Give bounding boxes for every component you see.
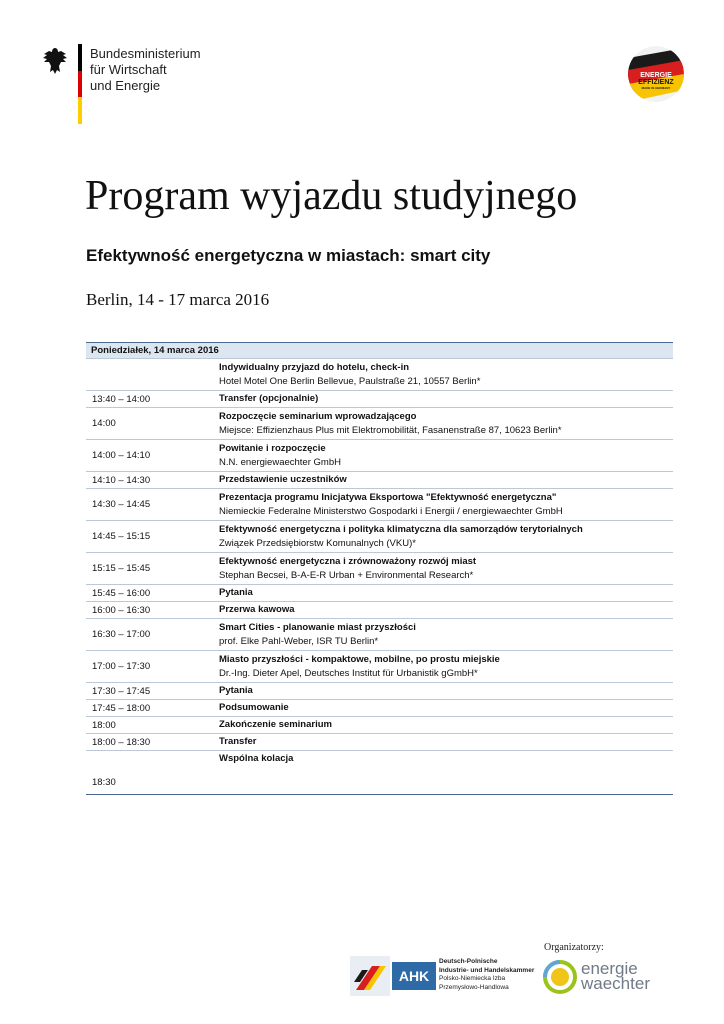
table-row: [86, 651, 673, 683]
day-header: Poniedziałek, 14 marca 2016: [86, 343, 673, 359]
row-subtitle: Hotel Motel One Berlin Bellevue, Paulstraße 21, 10557 Berlin*: [219, 375, 481, 387]
row-title: Zakończenie seminarium: [219, 719, 332, 730]
row-time: 14:45 – 15:15: [86, 521, 205, 553]
row-description: [205, 585, 673, 602]
row-description: [205, 717, 673, 734]
ahk-mark: AHK: [392, 962, 436, 990]
program-table: [86, 342, 673, 795]
page-title: Program wyjazdu studyjnego: [85, 173, 578, 219]
row-time: 14:10 – 14:30: [86, 472, 205, 489]
row-description: [205, 472, 673, 489]
table-row: [86, 553, 673, 585]
row-title: Pytania: [219, 685, 253, 696]
row-time: 17:45 – 18:00: [86, 700, 205, 717]
row-time: 17:00 – 17:30: [86, 651, 205, 683]
table-row: [86, 734, 673, 751]
row-description: [205, 553, 673, 585]
poland-germany-flag-icon: [350, 956, 390, 996]
table-row: [86, 359, 673, 391]
table-row: [86, 717, 673, 734]
table-row: [86, 408, 673, 440]
german-flag-bar: [78, 44, 82, 124]
row-description: [205, 734, 673, 751]
row-subtitle: N.N. energiewaechter GmbH: [219, 456, 341, 468]
table-row: [86, 489, 673, 521]
table-row: [86, 440, 673, 472]
row-time: 18:00 – 18:30: [86, 734, 205, 751]
federal-eagle-icon: [42, 46, 68, 76]
row-description: [205, 700, 673, 717]
row-subtitle: Miejsce: Effizienzhaus Plus mit Elektromobilität, Fasanenstraße 87, 10623 Berlin*: [219, 424, 562, 436]
event-dateline: Berlin, 14 - 17 marca 2016: [86, 290, 270, 309]
row-description: [205, 440, 673, 472]
row-description: [205, 751, 673, 795]
row-title: Podsumowanie: [219, 702, 289, 713]
table-row: [86, 602, 673, 619]
row-description: [205, 651, 673, 683]
row-time: 18:00: [86, 717, 205, 734]
energiewaechter-logo: [541, 955, 681, 999]
table-row: [86, 683, 673, 700]
row-title: Transfer: [219, 736, 257, 747]
row-time: [86, 359, 205, 391]
ahk-name: Deutsch-Polnische Industrie- und Handelskammer Polsko-Niemiecka Izba Przemysłowo-Handlowa: [439, 958, 535, 991]
row-subtitle: Stephan Becsei, B-A-E-R Urban + Environmental Research*: [219, 569, 474, 581]
table-row: [86, 472, 673, 489]
page-subtitle: Efektywność energetyczna w miastach: smart city: [86, 246, 491, 265]
row-title: Efektywność energetyczna i polityka klimatyczna dla samorządów terytorialnych: [219, 523, 583, 535]
row-title: Pytania: [219, 587, 253, 598]
table-row: [86, 391, 673, 408]
row-subtitle: prof. Elke Pahl-Weber, ISR TU Berlin*: [219, 635, 379, 647]
row-title: Transfer (opcjonalnie): [219, 393, 319, 404]
table-row: [86, 751, 673, 795]
row-title: Smart Cities - planowanie miast przyszłości: [219, 621, 416, 633]
row-title: Przerwa kawowa: [219, 604, 295, 615]
row-title: Przedstawienie uczestników: [219, 474, 347, 485]
table-row: [86, 619, 673, 651]
row-time: 15:45 – 16:00: [86, 585, 205, 602]
row-time: 14:00: [86, 408, 205, 440]
ahk-logo: [350, 956, 536, 996]
bmwi-logo: [42, 44, 212, 126]
ministry-name: Bundesministerium für Wirtschaft und Energie: [90, 46, 201, 93]
row-description: [205, 602, 673, 619]
row-time: 15:15 – 15:45: [86, 553, 205, 585]
row-time: 13:40 – 14:00: [86, 391, 205, 408]
row-description: [205, 359, 673, 391]
row-title: Prezentacja programu Inicjatywa Eksportowa "Efektywność energetyczna": [219, 491, 557, 503]
organizers-label: Organizatorzy:: [544, 942, 604, 953]
row-subtitle: Dr.-Ing. Dieter Apel, Deutsches Institut für Urbanistik gGmbH*: [219, 667, 478, 679]
row-title: Miasto przyszłości - kompaktowe, mobilne, po prostu miejskie: [219, 653, 500, 665]
energiewaechter-wordmark: energie waechter: [581, 959, 650, 993]
day-header-row: [86, 343, 673, 359]
row-time: 16:30 – 17:00: [86, 619, 205, 651]
row-description: [205, 619, 673, 651]
row-description: [205, 521, 673, 553]
row-time: 18:30: [86, 751, 205, 795]
row-subtitle: Związek Przedsiębiorstw Komunalnych (VKU)*: [219, 537, 416, 549]
row-time: 16:00 – 16:30: [86, 602, 205, 619]
row-time: 17:30 – 17:45: [86, 683, 205, 700]
row-subtitle: Niemieckie Federalne Ministerstwo Gospodarki i Energii / energiewaechter GmbH: [219, 505, 563, 517]
row-title: Rozpoczęcie seminarium wprowadzającego: [219, 410, 417, 422]
energiewaechter-swirl-icon: [541, 955, 579, 999]
row-title: Indywidualny przyjazd do hotelu, check-in: [219, 361, 410, 373]
row-title: Powitanie i rozpoczęcie: [219, 442, 326, 454]
table-row: [86, 521, 673, 553]
row-title: Efektywność energetyczna i zrównoważony rozwój miast: [219, 555, 477, 567]
row-description: [205, 408, 673, 440]
row-description: [205, 489, 673, 521]
row-description: [205, 683, 673, 700]
row-time: 14:30 – 14:45: [86, 489, 205, 521]
row-title: Wspólna kolacja: [219, 753, 294, 764]
energieeffizienz-logo: ENERGIE EFFIZIENZ MADE IN GERMANY: [628, 46, 684, 102]
table-row: [86, 700, 673, 717]
row-description: [205, 391, 673, 408]
row-time: 14:00 – 14:10: [86, 440, 205, 472]
table-row: [86, 585, 673, 602]
